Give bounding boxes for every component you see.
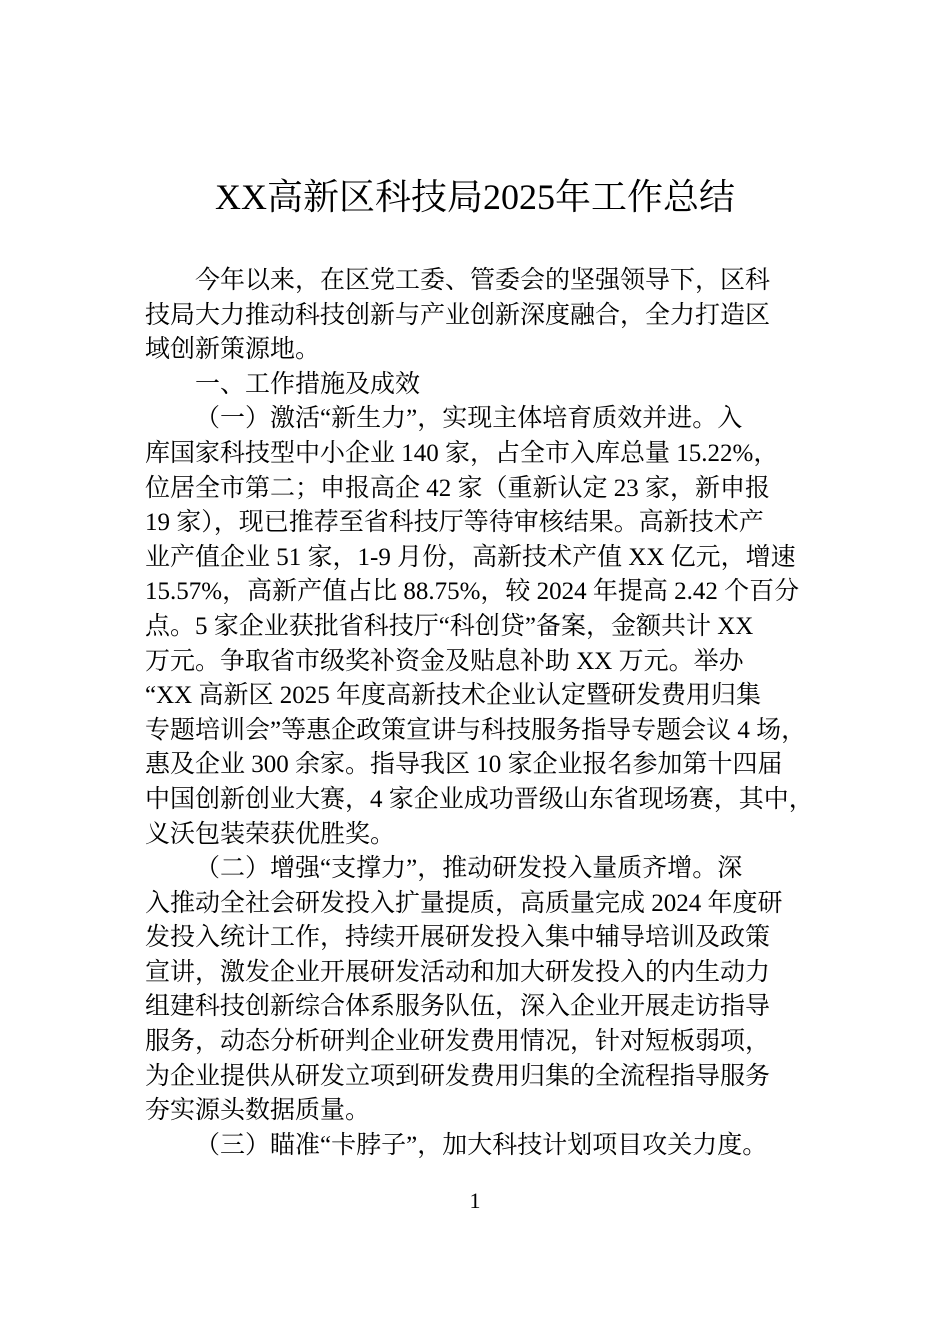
text-line: 万元。争取省市级奖补资金及贴息补助 XX 万元。举办 [145,647,744,675]
paragraph [145,264,835,368]
text-line: 库国家科技型中小企业 140 家，占全市入库总量 15.22%， [145,439,779,467]
text-line: 宣讲，激发企业开展研发活动和加大研发投入的内生动力 [145,958,771,986]
text-line: 为企业提供从研发立项到研发费用归集的全流程指导服务 [145,1062,771,1090]
text-line: 中国创新创业大赛，4 家企业成功晋级山东省现场赛，其中， [145,785,814,813]
text-line: 点。5 家企业获批省科技厅“科创贷”备案，金额共计 XX [145,612,754,640]
paragraph [145,852,835,1129]
text-line: “XX 高新区 2025 年度高新技术企业认定暨研发费用归集 [145,682,761,710]
text-line: 位居全市第二；申报高企 42 家（重新认定 23 家，新申报 [145,474,771,502]
paragraph [145,368,835,403]
text-line: 夯实源头数据质量。 [145,1097,371,1125]
text-line: 惠及企业 300 余家。指导我区 10 家企业报名参加第十四届 [145,751,783,779]
text-line: 入推动全社会研发投入扩量提质，高质量完成 2024 年度研 [145,889,783,917]
text-line: 发投入统计工作，持续开展研发投入集中辅导培训及政策 [145,924,771,952]
paragraph [145,402,835,852]
text-line: 15.57%，高新产值占比 88.75%，较 2024 年提高 2.42 个百分 [145,578,800,606]
text-line: 今年以来，在区党工委、管委会的坚强领导下，区科 [195,267,771,294]
text-line: 义沃包装荣获优胜奖。 [145,820,396,848]
text-line: 一、工作措施及成效 [195,370,421,398]
text-line: 19 家），现已推荐至省科技厅等待审核结果。高新技术产 [145,509,764,537]
text-line: 组建科技创新综合体系服务队伍，深入企业开展走访指导 [145,993,771,1021]
text-line: 服务，动态分析研判企业研发费用情况，针对短板弱项， [145,1028,771,1056]
document-title: XX高新区科技局2025年工作总结 [215,177,735,217]
document-body [145,264,835,1163]
text-line: （三）瞄准“卡脖子”，加大科技计划项目攻关力度。 [195,1131,768,1159]
text-line: 域创新策源地。 [145,336,321,364]
text-line: （二）增强“支撑力”，推动研发投入量质齐增。深 [195,855,743,883]
paragraph [145,1129,835,1164]
text-line: 技局大力推动科技创新与产业创新深度融合，全力打造区 [145,301,771,329]
text-line: 业产值企业 51 家，1-9 月份，高新技术产值 XX 亿元，增速 [145,543,796,571]
page-number: 1 [469,1188,481,1213]
text-line: 专题培训会”等惠企政策宣讲与科技服务指导专题会议 4 场， [145,716,807,744]
text-line: （一）激活“新生力”，实现主体培育质效并进。入 [195,405,743,433]
